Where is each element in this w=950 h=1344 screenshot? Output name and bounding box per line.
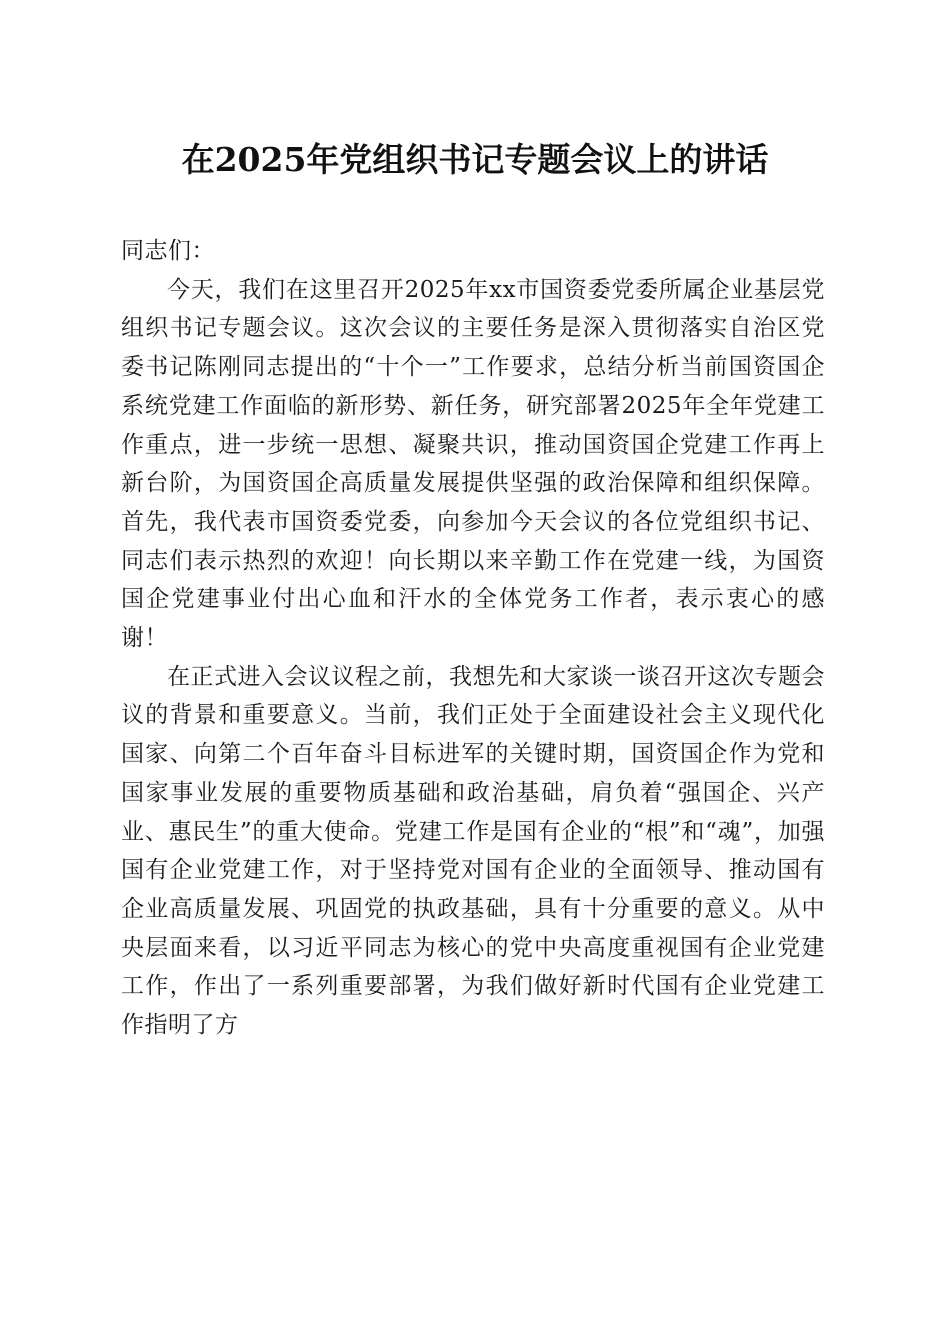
document-title: 在2025年党组织书记专题会议上的讲话 [181, 140, 769, 179]
paragraph-1: 今天，我们在这里召开2025年xx市国资委党委所属企业基层党组织书记专题会议。这次会议的主要任务是深入贯彻落实自治区党委书记陈刚同志提出的“十个一”工作要求，总结分析当前国资国企系统党建工作面临的新形势、新任务，研究部署2025年全年党建工作重点，进一步统一思想、凝聚共识，推动国资国企党建工作再上新台阶，为国资国企高质量发展提供坚强的政治保障和组织保障。首先，我代表市国资委党委，向参加今天会议的各位党组织书记、同志们表示热烈的欢迎！向长期以来辛勤工作在党建一线，为国资国企党建事业付出心血和汗水的全体党务工作者，表示衷心的感谢！ [121, 276, 825, 652]
paragraph-2: 在正式进入会议议程之前，我想先和大家谈一谈召开这次专题会议的背景和重要意义。当前，我们正处于全面建设社会主义现代化国家、向第二个百年奋斗目标进军的关键时期，国资国企作为党和国家事业发展的重要物质基础和政治基础，肩负着“强国企、兴产业、惠民生”的重大使命。党建工作是国有企业的“根”和“魂”，加强国有企业党建工作，对于坚持党对国有企业的全面领导、推动国有企业高质量发展、巩固党的执政基础，具有十分重要的意义。从中央层面来看，以习近平同志为核心的党中央高度重视国有企业党建工作，作出了一系列重要部署，为我们做好新时代国有企业党建工作指明了方 [121, 663, 825, 1039]
document-body [121, 232, 825, 1045]
salutation: 同志们： [121, 238, 215, 264]
